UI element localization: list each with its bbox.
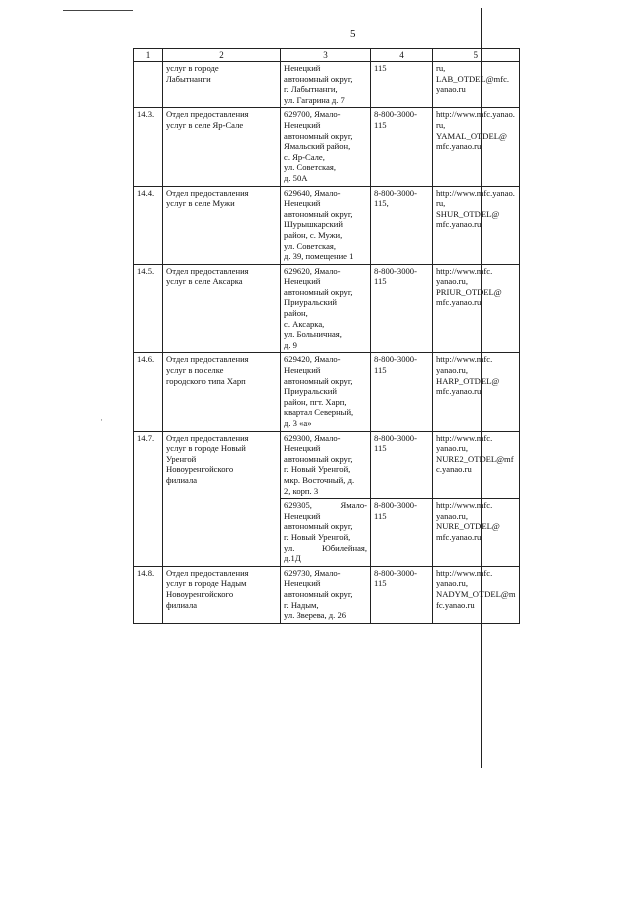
cell-line: автономный округ, (284, 286, 353, 297)
cell-line: д. 9 (284, 339, 297, 350)
cell-line: mfc.yanao.ru (436, 297, 482, 308)
office-web-email (433, 431, 520, 499)
cell-line: PRIUR_OTDEL@ (436, 286, 502, 297)
table-row (134, 353, 520, 431)
cell-line: Отдел предоставления (166, 567, 249, 578)
cell-line: 629620, Ямало- (284, 265, 341, 276)
cell-line: 115 (374, 578, 387, 589)
office-name (163, 566, 281, 623)
cell-line: г. Лабытнанги, (284, 84, 338, 95)
office-address (281, 566, 371, 623)
cell-line: http://www.mfc.yanao. (436, 109, 515, 120)
cell-line: 8-800-3000- (374, 265, 417, 276)
line-part: ул. (284, 542, 295, 553)
cell-line: yanao.ru, (436, 365, 468, 376)
office-phone (371, 566, 433, 623)
office-name (163, 264, 281, 353)
cell-line: mfc.yanao.ru (436, 141, 482, 152)
cell-line: район, (284, 308, 308, 319)
cell-line: филиала (166, 599, 198, 610)
table-row (134, 108, 520, 186)
cell-line: г. Новый Уренгой, (284, 464, 351, 475)
cell-line: район, с. Мужи, (284, 229, 343, 240)
cell-line: квартал Северный, (284, 407, 354, 418)
cell-line: автономный округ, (284, 208, 353, 219)
office-address (281, 499, 371, 567)
office-phone (371, 264, 433, 353)
cell-line: 8-800-3000- (374, 500, 417, 511)
cell-line: 629420, Ямало- (284, 354, 341, 365)
cell-line: http://www.mfc. (436, 567, 493, 578)
office-phone (371, 431, 433, 499)
cell-line (284, 543, 367, 554)
cell-line: NURE2_OTDEL@mf (436, 453, 514, 464)
table-row (134, 566, 520, 623)
header-cell-5: 5 (433, 49, 520, 62)
cell-line: 115 (374, 365, 387, 376)
cell-line: 629730, Ямало- (284, 567, 341, 578)
cell-line: Отдел предоставления (166, 265, 249, 276)
header-cell-2: 2 (163, 49, 281, 62)
office-name (163, 108, 281, 186)
office-phone (371, 353, 433, 431)
cell-line: автономный округ, (284, 453, 353, 464)
cell-line: ул. Гагарина д. 7 (284, 94, 345, 105)
cell-line: ул. Зверева, д. 26 (284, 610, 347, 621)
cell-line: д. 39, помещение 1 (284, 251, 354, 262)
offices-table (133, 48, 520, 624)
office-address (281, 62, 371, 108)
office-phone (371, 62, 433, 108)
table-row (134, 62, 520, 108)
cell-line: автономный округ, (284, 130, 353, 141)
cell-line: автономный округ, (284, 375, 353, 386)
cell-line: NADYM_OTDEL@m (436, 588, 516, 599)
table-row (134, 431, 520, 499)
office-address (281, 264, 371, 353)
cell-line: 629300, Ямало- (284, 432, 341, 443)
office-address (281, 186, 371, 264)
office-address (281, 431, 371, 499)
cell-line: 115 (374, 443, 387, 454)
cell-line: 8-800-3000- (374, 567, 417, 578)
cell-line: г. Надым, (284, 599, 319, 610)
office-name (163, 353, 281, 431)
cell-line: Лабытнанги (166, 73, 211, 84)
top-rule (63, 10, 133, 11)
line-part: 629305, (284, 500, 312, 511)
cell-line: SHUR_OTDEL@ (436, 208, 500, 219)
cell-line: Шурышкарский (284, 219, 343, 230)
office-address (281, 353, 371, 431)
office-name (163, 431, 281, 566)
row-number (134, 62, 163, 108)
cell-line: http://www.mfc.yanao. (436, 187, 515, 198)
cell-line: услуг в городе Надым (166, 578, 247, 589)
row-number: 14.3. (134, 108, 163, 186)
office-web-email (433, 62, 520, 108)
header-cell-1: 1 (134, 49, 163, 62)
cell-line: д. 3 «а» (284, 418, 312, 428)
cell-line: д.1Д (284, 553, 301, 564)
cell-line: Ненецкий (284, 119, 321, 130)
cell-line: yanao.ru, (436, 276, 468, 287)
cell-line: ул. Советская, (284, 240, 336, 251)
cell-line: c.yanao.ru (436, 464, 472, 475)
cell-line: mfc.yanao.ru (436, 386, 482, 397)
cell-line: mfc.yanao.ru (436, 219, 482, 230)
cell-line: LAB_OTDEL@mfc. (436, 73, 510, 84)
cell-line: Ямальский район, (284, 141, 351, 152)
cell-line: YAMAL_OTDEL@ (436, 130, 507, 141)
cell-line: ул. Советская, (284, 162, 336, 173)
office-web-email (433, 566, 520, 623)
office-web-email (433, 499, 520, 567)
table-header-row (134, 49, 520, 62)
cell-line: с. Яр-Сале, (284, 151, 325, 162)
cell-line: mfc.yanao.ru (436, 531, 482, 542)
cell-line: услуг в городе (166, 63, 219, 73)
line-part: Ямало- (340, 500, 367, 511)
cell-line: 8-800-3000- (374, 109, 417, 120)
cell-line: ул. Больничная, (284, 329, 342, 340)
cell-line: 115 (374, 276, 387, 287)
table-row (134, 186, 520, 264)
cell-line: Новоуренгойского (166, 588, 234, 599)
cell-line: городского типа Харп (166, 375, 246, 386)
margin-mark: · (100, 415, 103, 425)
offices-table-body (134, 49, 520, 624)
cell-line: http://www.mfc. (436, 500, 493, 511)
cell-line: Отдел предоставления (166, 187, 249, 198)
cell-line: fc.yanao.ru (436, 599, 475, 610)
office-web-email (433, 264, 520, 353)
cell-line: http://www.mfc. (436, 354, 493, 365)
cell-line: г. Новый Уренгой, (284, 531, 351, 542)
row-number: 14.8. (134, 566, 163, 623)
cell-line: с. Аксарка, (284, 318, 325, 329)
office-phone (371, 108, 433, 186)
cell-line: услуг в поселке (166, 365, 224, 376)
cell-line: Ненецкий (284, 578, 321, 589)
table-row (134, 264, 520, 353)
office-web-email (433, 353, 520, 431)
cell-line: Отдел предоставления (166, 354, 249, 365)
cell-line: yanao.ru, (436, 578, 468, 589)
office-web-email (433, 108, 520, 186)
cell-line: услуг в селе Мужи (166, 198, 235, 209)
cell-line: 8-800-3000- (374, 187, 417, 198)
cell-line: Ненецкий (284, 276, 321, 287)
page-number: 5 (350, 28, 356, 40)
cell-line: 115, (374, 198, 389, 209)
cell-line: Отдел предоставления (166, 109, 249, 120)
row-number: 14.4. (134, 186, 163, 264)
cell-line: мкр. Восточный, д. (284, 474, 355, 485)
cell-line: Новоуренгойского (166, 464, 234, 475)
cell-line: Ненецкий (284, 63, 321, 73)
cell-line: Ненецкий (284, 510, 321, 521)
cell-line (284, 500, 367, 511)
cell-line: Уренгой (166, 453, 197, 464)
cell-line: Приуральский (284, 386, 337, 397)
cell-line: д. 50А (284, 172, 308, 183)
cell-line: 115 (374, 63, 387, 73)
cell-line: Приуральский (284, 297, 337, 308)
cell-line: Ненецкий (284, 443, 321, 454)
cell-line: 115 (374, 510, 387, 521)
cell-line: автономный округ, (284, 73, 353, 84)
cell-line: Ненецкий (284, 198, 321, 209)
office-web-email (433, 186, 520, 264)
office-phone (371, 186, 433, 264)
cell-line: Ненецкий (284, 365, 321, 376)
row-number: 14.6. (134, 353, 163, 431)
cell-line: 629700, Ямало- (284, 109, 341, 120)
cell-line: 2, корп. 3 (284, 485, 319, 496)
cell-line: филиала (166, 474, 198, 485)
row-number: 14.7. (134, 431, 163, 566)
cell-line: ru, (436, 119, 446, 130)
cell-line: yanao.ru (436, 84, 466, 95)
cell-line: Отдел предоставления (166, 432, 249, 443)
cell-line: 8-800-3000- (374, 354, 417, 365)
cell-line: 629640, Ямало- (284, 187, 341, 198)
office-phone (371, 499, 433, 567)
header-cell-4: 4 (371, 49, 433, 62)
cell-line: ru, (436, 63, 446, 73)
office-name (163, 186, 281, 264)
cell-line: 115 (374, 119, 387, 130)
cell-line: район, пгт. Харп, (284, 396, 347, 407)
cell-line: 8-800-3000- (374, 432, 417, 443)
cell-line: http://www.mfc. (436, 265, 493, 276)
cell-line: http://www.mfc. (436, 432, 493, 443)
cell-line: yanao.ru, (436, 443, 468, 454)
office-address (281, 108, 371, 186)
cell-line: NURE_OTDEL@ (436, 521, 500, 532)
header-cell-3: 3 (281, 49, 371, 62)
cell-line: услуг в городе Новый (166, 443, 246, 454)
office-name (163, 62, 281, 108)
cell-line: услуг в селе Яр-Сале (166, 119, 244, 130)
cell-line: автономный округ, (284, 521, 353, 532)
row-number: 14.5. (134, 264, 163, 353)
cell-line: HARP_OTDEL@ (436, 375, 500, 386)
line-part: Юбилейная, (321, 542, 367, 553)
cell-line: услуг в селе Аксарка (166, 276, 243, 287)
cell-line: ru, (436, 198, 446, 209)
cell-line: автономный округ, (284, 588, 353, 599)
cell-line: yanao.ru, (436, 510, 468, 521)
